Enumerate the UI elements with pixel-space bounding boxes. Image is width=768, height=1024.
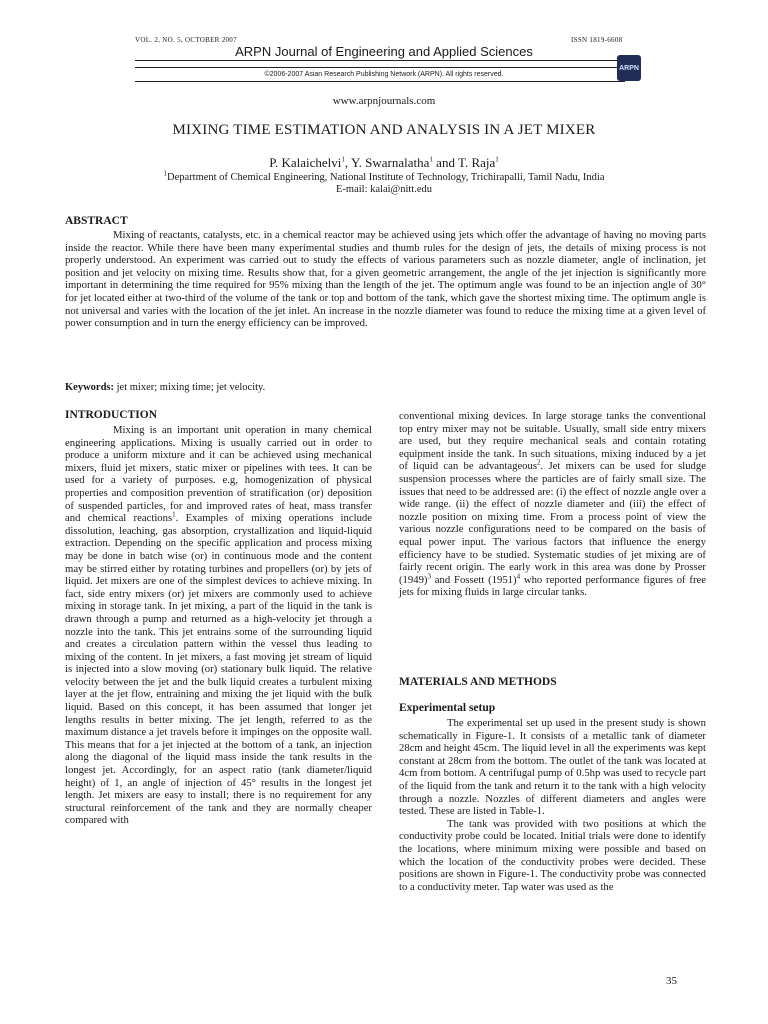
introduction-continuation bbox=[399, 410, 706, 599]
journal-name: ARPN Journal of Engineering and Applied Sciences bbox=[235, 44, 533, 59]
author-name: T. Raja bbox=[457, 155, 496, 170]
methods-paragraph-2: The tank was provided with two positions at which the conductivity probe could be located. Initial trials were done to identify the locations, where minimum mixing were possible and based on which the location of the conductivity probes were decided. These positions are shown in Figure-1. The conductivity probe was connected to a conductivity meter. Tap water was used as the bbox=[399, 817, 706, 893]
author-list bbox=[0, 155, 768, 171]
volume-info: VOL. 2, NO. 5, OCTOBER 2007 bbox=[135, 36, 237, 44]
page-number: 35 bbox=[666, 975, 677, 987]
methods-paragraph-1: The experimental set up used in the present study is shown schematically in Figure-1. It consists of a metallic tank of diameter 28cm and height 45cm. The liquid level in all the experiments was kept constant at 28cm from the bottom. The outlet of the tank was located at 4cm from bottom. A centrifugal pump of 0.5hp was used to recycle part of the liquid from the tank and return it to the tank with a high velocity through a nozzle. Nozzles of different diameters and angles were tested. These are listed in Table-1. bbox=[399, 717, 706, 818]
author-name: Y. Swarnalatha bbox=[350, 155, 430, 170]
author-separator: , bbox=[344, 155, 351, 170]
header-rule-bottom bbox=[135, 81, 625, 82]
header-rule-middle bbox=[135, 67, 625, 68]
arpn-logo-icon: ARPN bbox=[617, 55, 641, 81]
introduction-right-column bbox=[399, 410, 706, 599]
intro-text-a: Mixing is an important unit operation in many chemical engineering applications. Mixing is usually carried out in order to produce a uniform mixture and it can be achieved using mechanical mixers, fluid jet mixers, static mixer or pipelines with tees. It can be used for a variety of purposes. e.g, homogenization of physical properties and composition prevention of stratification (or) deposition of suspended particles, for and improved rates of heat, mass transfer and chemical reactions bbox=[65, 424, 372, 525]
introduction-paragraph bbox=[65, 424, 372, 827]
methods-body bbox=[399, 717, 706, 893]
intro-cont-a: conventional mixing devices. In large storage tanks the conventional top entry mixer may not be suitable. Usually, small side entry mixers are used, but they require mechanical seals and contain rotating equipment inside the tank. In such situations, mixing induced by a jet of liquid can be advantageous bbox=[399, 410, 706, 473]
keywords-label: Keywords: bbox=[65, 382, 114, 393]
intro-cont-b: . Jet mixers can be used for sludge suspension processes where the particles are of fairly small size. The issues that need to be addressed are: (i) the effect of nozzle angle over a wide range. (ii) the effect of nozzle diameter and (iii) the effect of nozzle position on mixing time. From a process point of view the various nozzle configurations need to be compared on the basis of equal power input. The various factors that influence the energy efficiency have to be studied. Systematic studies of jet mixing are of fairly recent origin. The early work in this area was done by Prosser (1949) bbox=[399, 460, 706, 586]
abstract-body bbox=[65, 229, 706, 330]
citation-sup: 4 bbox=[516, 572, 521, 581]
keywords-text: jet mixer; mixing time; jet velocity. bbox=[114, 382, 266, 393]
methods-heading: MATERIALS AND METHODS bbox=[399, 676, 557, 688]
header-rule-top bbox=[135, 60, 625, 61]
citation-sup: 3 bbox=[427, 572, 431, 581]
citation-sup: 2 bbox=[537, 458, 541, 467]
author-sup: 1 bbox=[429, 155, 433, 164]
author-sup: 1 bbox=[341, 155, 345, 164]
journal-url[interactable]: www.arpnjournals.com bbox=[332, 95, 436, 107]
introduction-heading: INTRODUCTION bbox=[65, 409, 158, 421]
copyright: ©2006-2007 Asian Research Publishing Network (ARPN). All rights reserved. bbox=[264, 71, 504, 78]
affiliation bbox=[0, 169, 768, 183]
intro-cont-c: and Fossett (1951) bbox=[431, 573, 517, 586]
author-separator: and bbox=[432, 155, 458, 170]
affiliation-text: Department of Chemical Engineering, National Institute of Technology, Trichirapalli, Tamil Nadu, India bbox=[167, 172, 605, 183]
intro-cont-d: who reported performance figures of free jets for mixing fluids in large circular tanks. bbox=[399, 573, 706, 599]
intro-text-b: . Examples of mixing operations include dissolution, leaching, gas absorption, crystallization and liquid-liquid extraction. Depending on the specific application and process mixing may be done in batch wise (or) in continuous mode and the content may be stirred either by rotating turbines and propellers (or) by jets of liquid. Jet mixers are one of the simplest devices to achieve mixing. In fact, side entry mixers (or) jet mixers are commonly used to achieve mixing in storage tank. In jet mixing, a part of the liquid in the tank is drawn through a pump and returned as a high-velocity jet through a nozzle into the tank. This jet entrains some of the surrounding liquid and creates a circulation pattern within the vessel thus leading to mixing of the content. In jet mixers, a fast moving jet stream of liquid is injected into a slow moving (or) stationary bulk liquid. The relative velocity between the jet and the bulk liquid creates a turbulent mixing layer at the jet flow, entraining and mixing the jet liquid with the bulk liquid. Based on this concept, it has been assumed that longer jet lengths results in better mixing. The jet length, referred to as the maximum distance a jet travels before it impinges on the opposite wall. This means that for a jet injected at the bottom of a tank, an injection along the diagonal of the liquid mass inside the tank results in the longest jet. Accordingly, for an aspect ratio (tank diameter/liquid height) of 1, an angle of injection of 45° results in the longest jet length. Jet mixers are easy to install; there is no requirement for any structural reinforcement of the tank and they are normally cheaper compared with bbox=[65, 512, 373, 827]
author-name: P. Kalaichelvi bbox=[269, 155, 342, 170]
affiliation-sup: 1 bbox=[163, 169, 167, 178]
abstract-text: Mixing of reactants, catalysts, etc. in a chemical reactor may be achieved using jets which offer the advantage of having no moving parts inside the reactor. While there have been many experimental studies and thumb rules for the design of jets, the details of mixing process is not properly understood. An experiment was carried out to study the effects of various parameters such as nozzle diameter, angle of inclination, jet position and jet velocity on mixing time. Results show that, for a given geometric arrangement, the angle of the jet injection is significantly more important in determining the time required for 95% mixing than the length of the jet. The optimum angle was found to be an injection angle of 30° for jet located either at two-third of the volume of the tank or top and bottom of the tank, which gave the shortest mixing time. The optimum angle is not universal and varies with the location of the jet inlet. An increase in the nozzle diameter was found to reduce the mixing time at a given level of power consumption and in turn the energy efficiency can be improved. bbox=[65, 229, 706, 330]
abstract-heading: ABSTRACT bbox=[65, 215, 128, 227]
paper-title: MIXING TIME ESTIMATION AND ANALYSIS IN A JET MIXER bbox=[172, 122, 596, 138]
keywords bbox=[65, 382, 265, 393]
citation-sup: 1 bbox=[172, 510, 176, 519]
experimental-setup-heading: Experimental setup bbox=[399, 702, 496, 714]
issn: ISSN 1819-6608 bbox=[571, 36, 623, 44]
author-sup: 1 bbox=[495, 155, 499, 164]
introduction-left-column bbox=[65, 424, 372, 827]
author-email[interactable]: E-mail: kalai@nitt.edu bbox=[336, 184, 432, 195]
